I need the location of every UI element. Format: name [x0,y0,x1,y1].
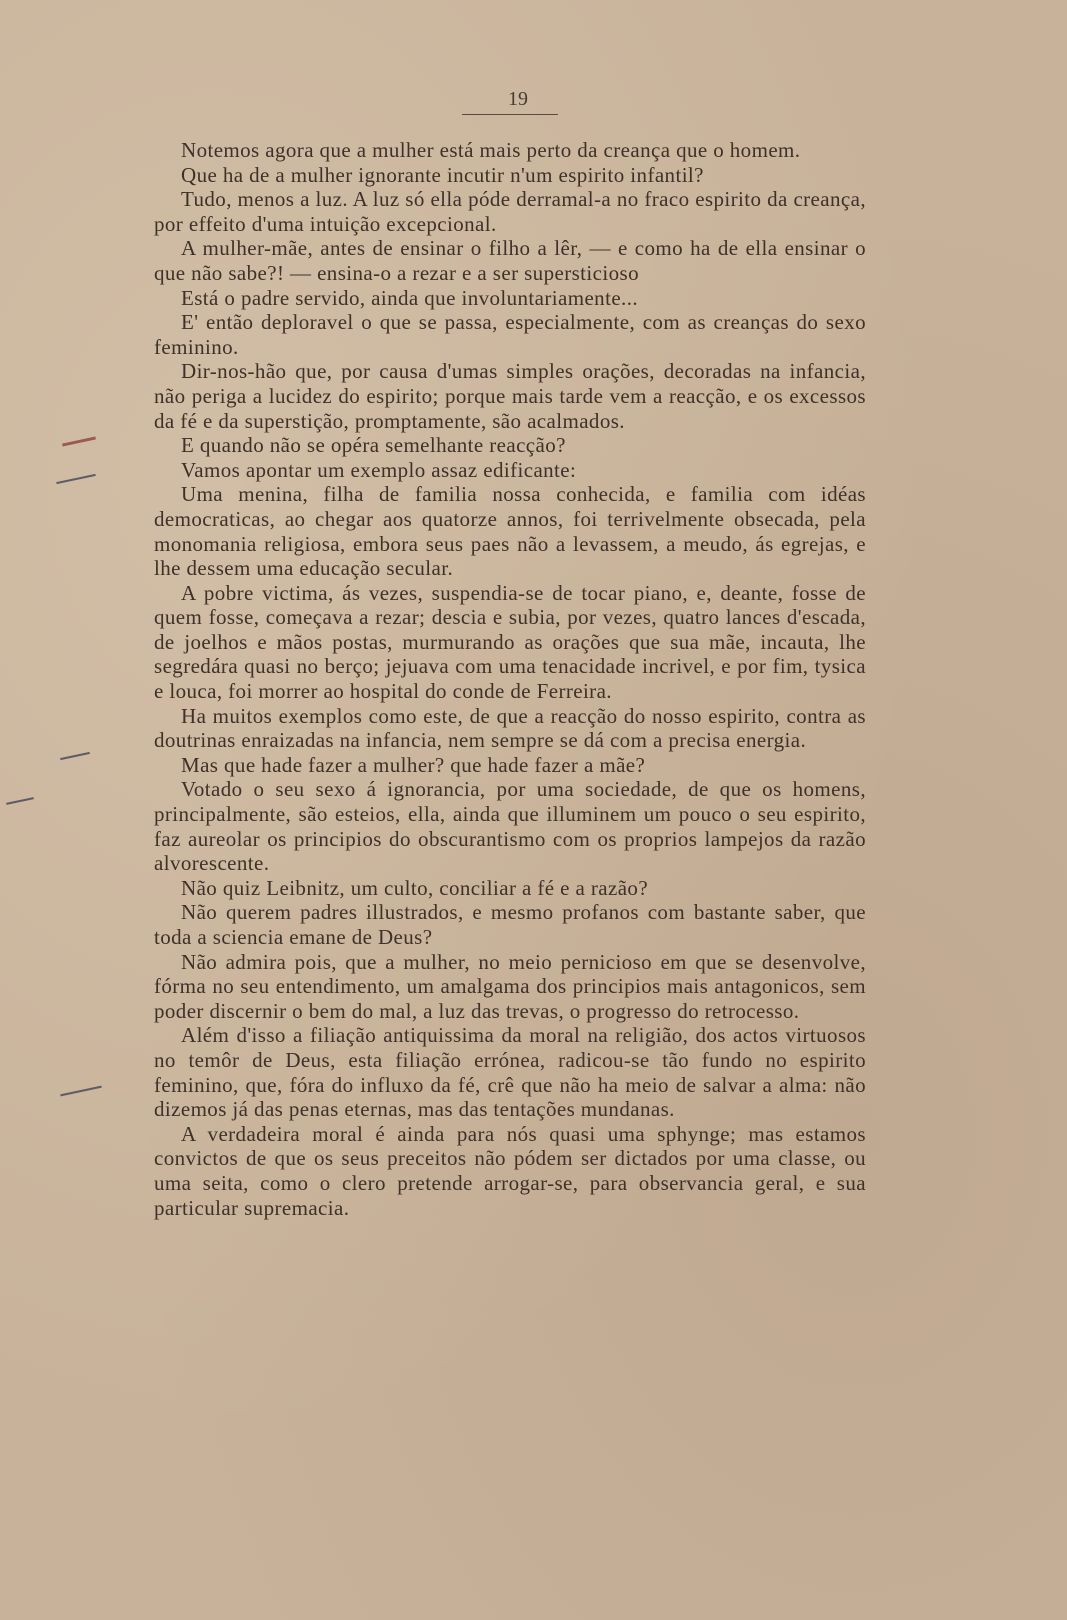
paragraph: E quando não se opéra semelhante reacção? [181,433,566,458]
paragraph: Votado o seu sexo á ignorancia, por uma sociedade, de que os homens, principalmente, são esteios, ella, ainda que illuminem um pouco o seu espirito, faz aureolar os principios do obscurantismo com os proprios lampejos da razão alvorescente. [154,777,866,876]
text-block [154,138,866,1220]
paragraph: Está o padre servido, ainda que involuntariamente... [181,285,638,310]
paragraph: Uma menina, filha de familia nossa conhecida, e familia com idéas democraticas, ao chegar aos quatorze annos, foi terrivelmente obsecada, pela monomania religiosa, embora seus paes não a levassem, a meudo, ás egrejas, e lhe dessem uma educação secular. [154,482,866,581]
paragraph: Não quiz Leibnitz, um culto, conciliar a fé e a razão? [181,875,649,900]
margin-mark [62,436,96,446]
paragraph: A mulher-mãe, antes de ensinar o filho a lêr, — e como ha de ella ensinar o que não sabe?! — ensina-o a rezar e a ser supersticioso [154,236,866,285]
margin-mark [60,1086,101,1097]
paragraph: Vamos apontar um exemplo assaz edificante: [181,457,577,482]
margin-mark [6,797,34,805]
paragraph: Ha muitos exemplos como este, de que a reacção do nosso espirito, contra as doutrinas enraizadas na infancia, nem sempre se dá com a precisa energia. [154,703,866,753]
paragraph: Notemos agora que a mulher está mais perto da creança que o homem. [181,138,801,162]
paragraph: A pobre victima, ás vezes, suspendia-se de tocar piano, e, deante, fosse de quem fosse, começava a rezar; descia e subia, por vezes, quatro lances d'escada, de joelhos e mãos postas, murmurando as orações que sua mãe, incauta, lhe segredára quasi no berço; jejuava com uma tenacidade incrivel, e por fim, tysica e louca, foi morrer ao hospital do conde de Ferreira. [154,580,866,704]
paragraph: Não querem padres illustrados, e mesmo profanos com bastante saber, que toda a sciencia emane de Deus? [154,900,866,949]
margin-mark [60,752,90,760]
paragraph: E' então deploravel o que se passa, especialmente, com as creanças do sexo feminino. [154,310,866,359]
margin-mark [56,474,96,484]
paragraph: Além d'isso a filiação antiquissima da moral na religião, dos actos virtuosos no temôr de Deus, esta filiação errónea, radicou-se tão fundo no espirito feminino, que, fóra do influxo da fé, crê que não ha meio de salvar a alma: não dizemos já das penas eternas, mas das tentações mundanas. [154,1023,866,1122]
paragraph: Não admira pois, que a mulher, no meio pernicioso em que se desenvolve, fórma no seu entendimento, um amalgama dos principios mais antagonicos, sem poder discernir o bem do mal, a luz das trevas, o progresso do retrocesso. [154,949,866,1023]
page-number-rule [462,114,558,115]
paragraph: Mas que hade fazer a mulher? que hade fazer a mãe? [181,752,646,777]
paragraph: A verdadeira moral é ainda para nós quasi uma sphynge; mas estamos convictos de que os seus preceitos não pódem ser dictados por uma classe, ou uma seita, como o clero pretende arrogar-se, para observancia geral, e sua particular supremacia. [154,1121,866,1220]
paragraph: Tudo, menos a luz. A luz só ella póde derramal-a no fraco espirito da creança, por effeito d'uma intuição excepcional. [154,187,866,236]
paragraph: Que ha de a mulher ignorante incutir n'um espirito infantil? [181,162,704,187]
page-number: 19 [508,88,528,110]
paragraph: Dir-nos-hão que, por causa d'umas simples orações, decoradas na infancia, não periga a lucidez do espirito; porque mais tarde vem a reacção, e os excessos da fé e da superstição, promptamente, são acalmados. [154,359,866,433]
